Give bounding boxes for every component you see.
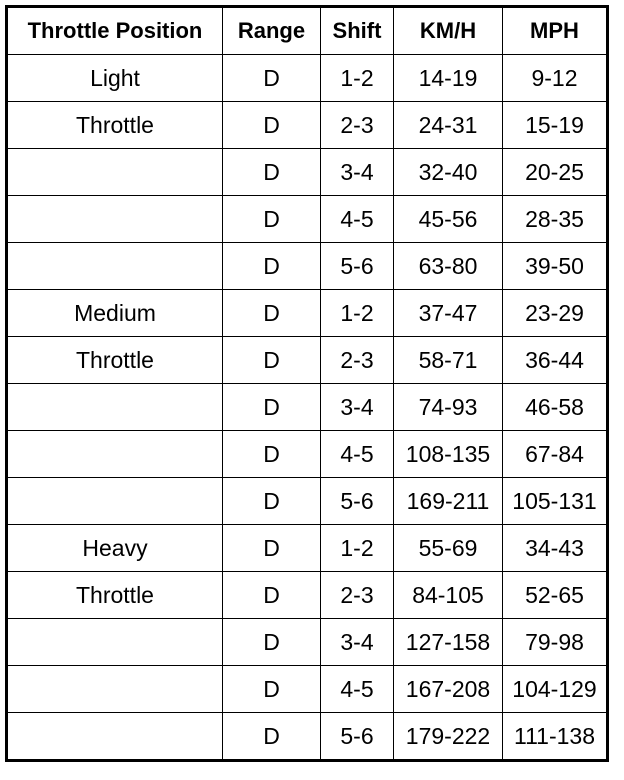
table-row	[7, 478, 608, 525]
kmh-cell: 108-135	[394, 431, 503, 478]
throttle-position-cell: Heavy	[7, 525, 223, 572]
shift-cell: 2-3	[321, 572, 394, 619]
range-cell: D	[223, 290, 321, 337]
shift-cell: 1-2	[321, 55, 394, 102]
table-row	[7, 55, 608, 102]
mph-cell: 36-44	[503, 337, 608, 384]
kmh-cell: 63-80	[394, 243, 503, 290]
shift-cell: 2-3	[321, 102, 394, 149]
range-cell: D	[223, 666, 321, 713]
kmh-cell: 14-19	[394, 55, 503, 102]
shift-cell: 5-6	[321, 243, 394, 290]
kmh-cell: 169-211	[394, 478, 503, 525]
header-mph: MPH	[503, 7, 608, 55]
mph-cell: 79-98	[503, 619, 608, 666]
kmh-cell: 45-56	[394, 196, 503, 243]
mph-cell: 28-35	[503, 196, 608, 243]
range-cell: D	[223, 55, 321, 102]
kmh-cell: 37-47	[394, 290, 503, 337]
mph-cell: 39-50	[503, 243, 608, 290]
kmh-cell: 84-105	[394, 572, 503, 619]
header-throttle-position: Throttle Position	[7, 7, 223, 55]
shift-cell: 4-5	[321, 196, 394, 243]
header-kmh: KM/H	[394, 7, 503, 55]
table-row	[7, 619, 608, 666]
table-row	[7, 337, 608, 384]
mph-cell: 67-84	[503, 431, 608, 478]
throttle-position-cell	[7, 431, 223, 478]
range-cell: D	[223, 572, 321, 619]
table-body	[7, 55, 608, 761]
throttle-position-cell: Medium	[7, 290, 223, 337]
table-row	[7, 243, 608, 290]
throttle-position-cell	[7, 243, 223, 290]
shift-cell: 1-2	[321, 525, 394, 572]
throttle-position-cell: Light	[7, 55, 223, 102]
throttle-position-cell	[7, 713, 223, 761]
shift-speed-table	[5, 5, 609, 762]
table-row	[7, 525, 608, 572]
range-cell: D	[223, 243, 321, 290]
shift-cell: 5-6	[321, 713, 394, 761]
range-cell: D	[223, 149, 321, 196]
kmh-cell: 58-71	[394, 337, 503, 384]
table-row	[7, 196, 608, 243]
table-row	[7, 666, 608, 713]
mph-cell: 15-19	[503, 102, 608, 149]
mph-cell: 105-131	[503, 478, 608, 525]
throttle-position-cell	[7, 384, 223, 431]
range-cell: D	[223, 525, 321, 572]
throttle-position-cell: Throttle	[7, 102, 223, 149]
shift-cell: 4-5	[321, 666, 394, 713]
mph-cell: 52-65	[503, 572, 608, 619]
table-row	[7, 149, 608, 196]
mph-cell: 46-58	[503, 384, 608, 431]
range-cell: D	[223, 619, 321, 666]
shift-cell: 3-4	[321, 619, 394, 666]
shift-cell: 1-2	[321, 290, 394, 337]
mph-cell: 111-138	[503, 713, 608, 761]
kmh-cell: 74-93	[394, 384, 503, 431]
range-cell: D	[223, 102, 321, 149]
mph-cell: 9-12	[503, 55, 608, 102]
table-row	[7, 431, 608, 478]
throttle-position-cell	[7, 666, 223, 713]
table-row	[7, 384, 608, 431]
mph-cell: 34-43	[503, 525, 608, 572]
table-row	[7, 102, 608, 149]
shift-cell: 3-4	[321, 149, 394, 196]
throttle-position-cell	[7, 619, 223, 666]
throttle-position-cell	[7, 478, 223, 525]
range-cell: D	[223, 431, 321, 478]
header-row	[7, 7, 608, 55]
range-cell: D	[223, 713, 321, 761]
mph-cell: 23-29	[503, 290, 608, 337]
range-cell: D	[223, 196, 321, 243]
kmh-cell: 167-208	[394, 666, 503, 713]
range-cell: D	[223, 337, 321, 384]
kmh-cell: 127-158	[394, 619, 503, 666]
table-row	[7, 572, 608, 619]
range-cell: D	[223, 384, 321, 431]
table-row	[7, 290, 608, 337]
throttle-position-cell: Throttle	[7, 337, 223, 384]
header-range: Range	[223, 7, 321, 55]
header-shift: Shift	[321, 7, 394, 55]
shift-cell: 5-6	[321, 478, 394, 525]
throttle-position-cell	[7, 149, 223, 196]
shift-cell: 3-4	[321, 384, 394, 431]
range-cell: D	[223, 478, 321, 525]
throttle-position-cell	[7, 196, 223, 243]
shift-cell: 4-5	[321, 431, 394, 478]
table-row	[7, 713, 608, 761]
kmh-cell: 32-40	[394, 149, 503, 196]
kmh-cell: 24-31	[394, 102, 503, 149]
kmh-cell: 55-69	[394, 525, 503, 572]
kmh-cell: 179-222	[394, 713, 503, 761]
throttle-position-cell: Throttle	[7, 572, 223, 619]
mph-cell: 20-25	[503, 149, 608, 196]
mph-cell: 104-129	[503, 666, 608, 713]
shift-cell: 2-3	[321, 337, 394, 384]
